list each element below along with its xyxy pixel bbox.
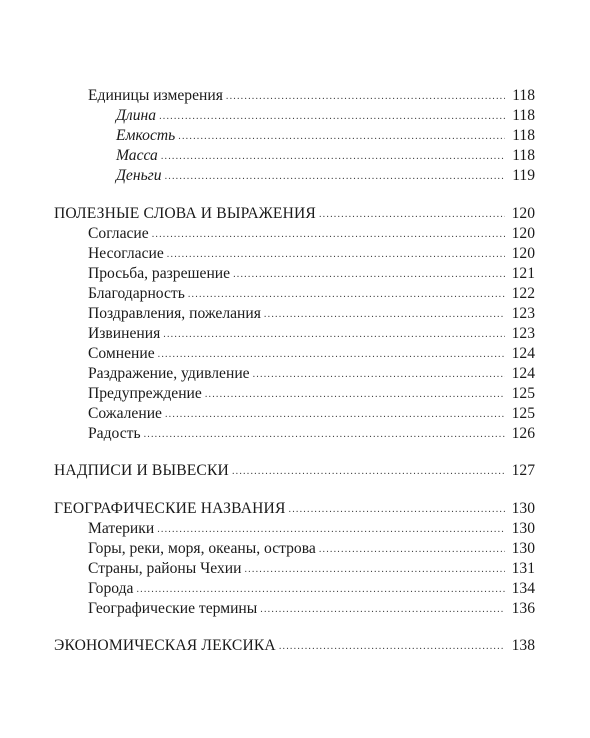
toc-page-number: 122 [511, 285, 535, 302]
toc-section-label: НАДПИСИ И ВЫВЕСКИ [54, 462, 229, 479]
toc-page-number: 124 [511, 365, 535, 382]
toc-entry-label: Горы, реки, моря, океаны, острова [88, 540, 316, 557]
toc-page-number: 123 [511, 305, 535, 322]
dot-leader [178, 127, 505, 147]
toc-entry-label: Длина [116, 107, 157, 124]
toc-entry-label: Раздражение, удивление [88, 365, 250, 382]
toc-entry-label: Деньги [116, 167, 162, 184]
toc-section-label: ПОЛЕЗНЫЕ СЛОВА И ВЫРАЖЕНИЯ [54, 205, 316, 222]
toc-section-label: ЭКОНОМИЧЕСКАЯ ЛЕКСИКА [54, 637, 276, 654]
toc-entry-label: Страны, районы Чехии [88, 560, 242, 577]
toc-entry-money[interactable] [54, 166, 535, 186]
section-spacer [54, 619, 535, 636]
toc-entry-geographic-terms[interactable] [54, 599, 535, 619]
toc-entry-irritation[interactable] [54, 364, 535, 384]
toc-entry-label: Емкость [116, 127, 176, 144]
toc-page-number: 118 [512, 107, 535, 124]
toc-entry-label: Географические термины [88, 600, 258, 617]
toc-entry-length[interactable] [54, 106, 535, 126]
toc-entry-request[interactable] [54, 264, 535, 284]
dot-leader [253, 365, 505, 385]
toc-entry-mass[interactable] [54, 146, 535, 166]
toc-page-number: 120 [511, 225, 535, 242]
dot-leader [289, 500, 506, 520]
toc-page-number: 127 [511, 462, 535, 479]
dot-leader [167, 245, 505, 265]
dot-leader [319, 205, 505, 225]
toc-entry-label: Просьба, разрешение [88, 265, 231, 282]
dot-leader [163, 325, 505, 345]
toc-entry-label: Единицы измерения [88, 87, 223, 104]
toc-entry-label: Сожаление [88, 405, 162, 422]
dot-leader [188, 285, 505, 305]
toc-page-number: 130 [511, 520, 535, 537]
toc-entry-label: Благодарность [88, 285, 185, 302]
dot-leader [165, 167, 505, 187]
toc-page-number: 126 [511, 425, 535, 442]
toc-entry-cities[interactable] [54, 579, 535, 599]
toc-entry-label: Несогласие [88, 245, 164, 262]
toc-page-number: 118 [512, 87, 535, 104]
toc-entry-disagreement[interactable] [54, 244, 535, 264]
toc-section-signs[interactable] [54, 461, 535, 481]
toc-entry-label: Предупреждение [88, 385, 202, 402]
toc-page-number: 121 [511, 265, 535, 282]
section-spacer [54, 444, 535, 461]
toc-page-number: 125 [511, 405, 535, 422]
table-of-contents [54, 86, 535, 656]
toc-page-number: 131 [511, 560, 535, 577]
toc-entry-apologies[interactable] [54, 324, 535, 344]
toc-section-useful-phrases[interactable] [54, 204, 535, 224]
toc-page-number: 125 [511, 385, 535, 402]
dot-leader [159, 107, 505, 127]
toc-entry-capacity[interactable] [54, 126, 535, 146]
dot-leader [144, 425, 505, 445]
toc-entry-gratitude[interactable] [54, 284, 535, 304]
toc-entry-joy[interactable] [54, 424, 535, 444]
dot-leader [319, 540, 505, 560]
dot-leader [205, 385, 505, 405]
toc-entry-label: Извинения [88, 325, 161, 342]
toc-entry-label: Масса [116, 147, 158, 164]
toc-entry-countries-regions[interactable] [54, 559, 535, 579]
toc-entry-mountains-rivers[interactable] [54, 539, 535, 559]
toc-page-number: 124 [511, 345, 535, 362]
toc-entry-label: Поздравления, пожелания [88, 305, 261, 322]
dot-leader [233, 265, 505, 285]
toc-section-economic-vocabulary[interactable] [54, 636, 535, 656]
toc-entry-warning[interactable] [54, 384, 535, 404]
dot-leader [152, 225, 505, 245]
toc-entry-label: Радость [88, 425, 141, 442]
section-spacer [54, 481, 535, 499]
dot-leader [264, 305, 505, 325]
dot-leader [136, 580, 505, 600]
dot-leader [260, 600, 505, 620]
dot-leader [244, 560, 505, 580]
toc-entry-continents[interactable] [54, 519, 535, 539]
toc-page-number: 118 [512, 147, 535, 164]
dot-leader [279, 637, 505, 657]
toc-page-number: 130 [511, 540, 535, 557]
toc-section-label: ГЕОГРАФИЧЕСКИЕ НАЗВАНИЯ [54, 500, 286, 517]
dot-leader [161, 147, 505, 167]
dot-leader [165, 405, 505, 425]
dot-leader [157, 520, 505, 540]
dot-leader [226, 87, 505, 107]
toc-page-number: 130 [511, 500, 535, 517]
toc-entry-label: Согласие [88, 225, 149, 242]
toc-entry-agreement[interactable] [54, 224, 535, 244]
toc-entry-label: Материки [88, 520, 155, 537]
toc-page-number: 118 [512, 127, 535, 144]
toc-page-number: 123 [511, 325, 535, 342]
toc-page-number: 120 [511, 245, 535, 262]
dot-leader [158, 345, 505, 365]
toc-section-geographic-names[interactable] [54, 499, 535, 519]
toc-entry-label: Сомнение [88, 345, 155, 362]
toc-entry-label: Города [88, 580, 134, 597]
dot-leader [232, 462, 505, 482]
toc-page-number: 119 [512, 167, 535, 184]
toc-page-number: 120 [511, 205, 535, 222]
toc-page-number: 134 [511, 580, 535, 597]
toc-page-number: 136 [511, 600, 535, 617]
toc-entry-regret[interactable] [54, 404, 535, 424]
toc-entry-doubt[interactable] [54, 344, 535, 364]
toc-entry-congratulations[interactable] [54, 304, 535, 324]
section-spacer [54, 186, 535, 204]
toc-entry-units[interactable] [54, 86, 535, 106]
toc-page-number: 138 [511, 637, 535, 654]
